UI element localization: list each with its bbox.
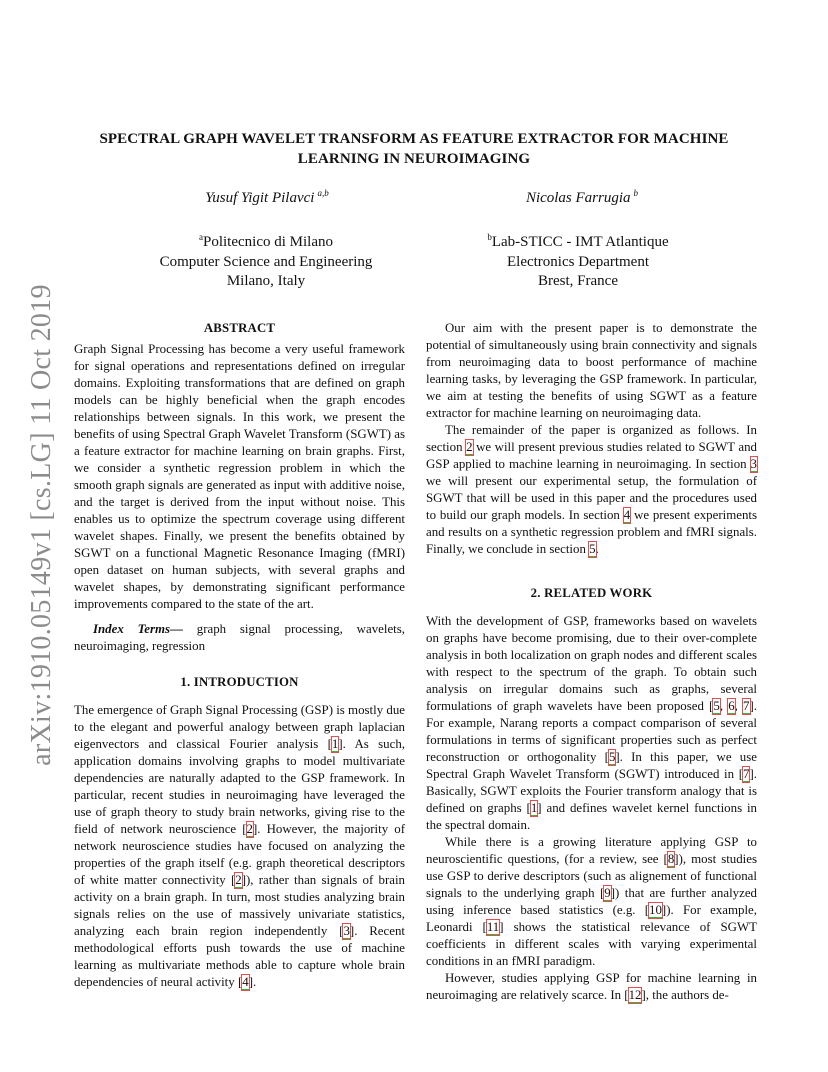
abstract-text: Graph Signal Processing has become a very useful framework for signal operations and representations defined on irregular domains. Exploiting transformations that are defined on graph models can be highly beneficial when the graph encodes relationships between signals. In this work, we present the benefits of using Spectral Graph Wavelet Transform (SGWT) as a feature extractor for machine learning on brain graphs. First, we consider a synthetic regression problem in which the smooth graph signals are generated as input with additive noise, and the target is derived from the input without noise. This enables us to optimize the spectrum coverage using different wavelet shapes. Finally, we present the benefits obtained by SGWT on a functional Magnetic Resonance Imaging (fMRI) open dataset on human subjects, with several graphs and wavelet shapes, by demonstrating significant performance improvements compared to the state of the art. xyxy=(74,342,405,611)
left-column xyxy=(74,320,405,991)
affil-1-line3: Milano, Italy xyxy=(226,273,306,289)
outline-paragraph: The remainder of the paper is organized as follows. In section 2 we will present previous studies related to SGWT and GSP applied to machine learning in neuroimaging. In section 3 we will present our experimental setup, the formulation of SGWT that will be used in this paper and the procedures used to build our graph models. In section 4 we present experiments and results on a synthetic regression problem and fMRI signals. Finally, we conclude in section 5. xyxy=(426,423,757,556)
affil-2-line3: Brest, France xyxy=(538,273,618,289)
affil-1-line1: Politecnico di Milano xyxy=(203,234,333,250)
related-paragraph-1: With the development of GSP, frameworks based on wavelets on graphs have become promising, due to their over-complete analysis in both localization on graph nodes and different scales with respect to the spectrum of the graph. To obtain such analysis on irregular domains such as graphs, several formulations of graph wavelets have been proposed [5, 6, 7]. For example, Narang reports a compact comparison of several formulations in terms of significant properties such as perfect reconstruction or orthogonality [5]. In this paper, we use Spectral Graph Wavelet Transform (SGWT) introduced in [7]. Basically, SGWT exploits the Fourier transform analogy that is defined on graphs [1] and defines wavelet kernel functions in the spectral domain. xyxy=(426,614,758,832)
citation-link[interactable]: 5 xyxy=(713,699,720,713)
intro-heading: 1. INTRODUCTION xyxy=(180,675,299,689)
abstract-heading: ABSTRACT xyxy=(203,321,276,335)
author-1-name: Yusuf Yigit Pilavci xyxy=(205,190,315,206)
related-paragraph-2: While there is a growing literature applying GSP to neuroscientific questions, (for a review, see [8]), most studies use GSP to derive descriptors (such as alignement of functional signals to the underlying graph [9]) that are further analyzed using inference based statistics (e.g. [10]). For example, Leonardi [11] shows the statistical relevance of SGWT coefficients in different scales with varying experimental conditions in an fMRI paradigm. xyxy=(426,835,758,968)
citation-link[interactable]: 5 xyxy=(608,750,616,764)
affiliation-2 xyxy=(438,228,718,292)
index-terms xyxy=(74,621,405,655)
affil-1-line2: Computer Science and Engineering xyxy=(159,253,373,270)
affiliation-1 xyxy=(126,228,406,292)
related-paragraph-3: However, studies applying GSP for machine learning in neuroimaging are relatively scarce. In [12], the authors de- xyxy=(426,971,757,1002)
author-1 xyxy=(137,188,397,207)
citation-link[interactable]: 2 xyxy=(235,873,242,887)
arxiv-stamp-text: arXiv:1910.05149v1 [cs.LG] 11 Oct 2019 xyxy=(26,284,57,766)
citation-link[interactable]: 1 xyxy=(530,801,538,815)
citation-link[interactable]: 4 xyxy=(242,975,249,989)
affil-2-line1: Lab-STICC - IMT Atlantique xyxy=(491,234,669,250)
citation-link[interactable]: 8 xyxy=(667,852,675,866)
citation-link[interactable]: 11 xyxy=(486,920,500,934)
section-link[interactable]: 4 xyxy=(623,508,631,522)
title-line-2: LEARNING IN NEUROIMAGING xyxy=(297,151,531,167)
right-column xyxy=(426,320,757,1004)
aim-paragraph: Our aim with the present paper is to demonstrate the potential of simultaneously using brain connectivity and signals from neuroimaging data to boost performance of machine learning tasks, by leveraging the GSP framework. In particular, we aim at testing the benefits of using SGWT as a feature extractor for machine learning on neuroimaging data. xyxy=(426,321,757,420)
citation-link[interactable]: 12 xyxy=(628,988,642,1002)
citation-link[interactable]: 10 xyxy=(649,903,662,917)
citation-link[interactable]: 7 xyxy=(743,699,750,713)
arxiv-stamp xyxy=(22,284,62,766)
citation-link[interactable]: 6 xyxy=(728,699,735,713)
author-2 xyxy=(452,188,712,207)
section-link[interactable]: 5 xyxy=(589,542,596,556)
affil-1-sup: a xyxy=(199,232,203,242)
citation-link[interactable]: 7 xyxy=(743,767,750,781)
author-1-sup: a,b xyxy=(317,188,329,198)
intro-paragraph: The emergence of Graph Signal Processing (GSP) is mostly due to the elegant and powerful analogy between graph laplacian eigenvectors and classical Fourier analysis [1]. As such, application domains involving graphs to model multivariate dependencies are naturally adapted to the GSP framework. In particular, recent studies in neuroimaging have leveraged the use of graph theory to study brain networks, giving rise to the field of network neuroscience [2]. However, the majority of network neuroscience studies have focused on analyzing the properties of the graph itself (e.g. graph theoretical descriptors of white matter connectivity [2]), rather than signals of brain activity on a brain graph. In turn, most studies analyzing brain signals relies on the use of massively univariate statistics, analyzing each brain region independently [3]. Recent methodological efforts push towards the use of machine learning as multivariate methods able to capture whole brain dependencies of neural activity [4]. xyxy=(74,703,405,989)
index-terms-label: Index Terms— xyxy=(93,622,183,636)
citation-link[interactable]: 3 xyxy=(343,924,350,938)
affil-2-line2: Electronics Department xyxy=(506,253,650,270)
section-link[interactable]: 2 xyxy=(466,440,473,454)
index-terms-text: graph signal processing, wavelets, neuroimaging, regression xyxy=(74,622,405,653)
paper-title xyxy=(60,129,768,169)
title-line-1: SPECTRAL GRAPH WAVELET TRANSFORM AS FEATURE EXTRACTOR FOR MACHINE xyxy=(99,131,729,147)
author-2-sup: b xyxy=(633,188,639,198)
affil-2-sup: b xyxy=(487,232,492,242)
citation-link[interactable]: 9 xyxy=(604,886,611,900)
author-2-name: Nicolas Farrugia xyxy=(525,190,631,206)
citation-link[interactable]: 1 xyxy=(331,737,339,751)
related-heading: 2. RELATED WORK xyxy=(530,586,653,600)
citation-link[interactable]: 2 xyxy=(246,822,253,836)
section-link[interactable]: 3 xyxy=(750,457,757,471)
